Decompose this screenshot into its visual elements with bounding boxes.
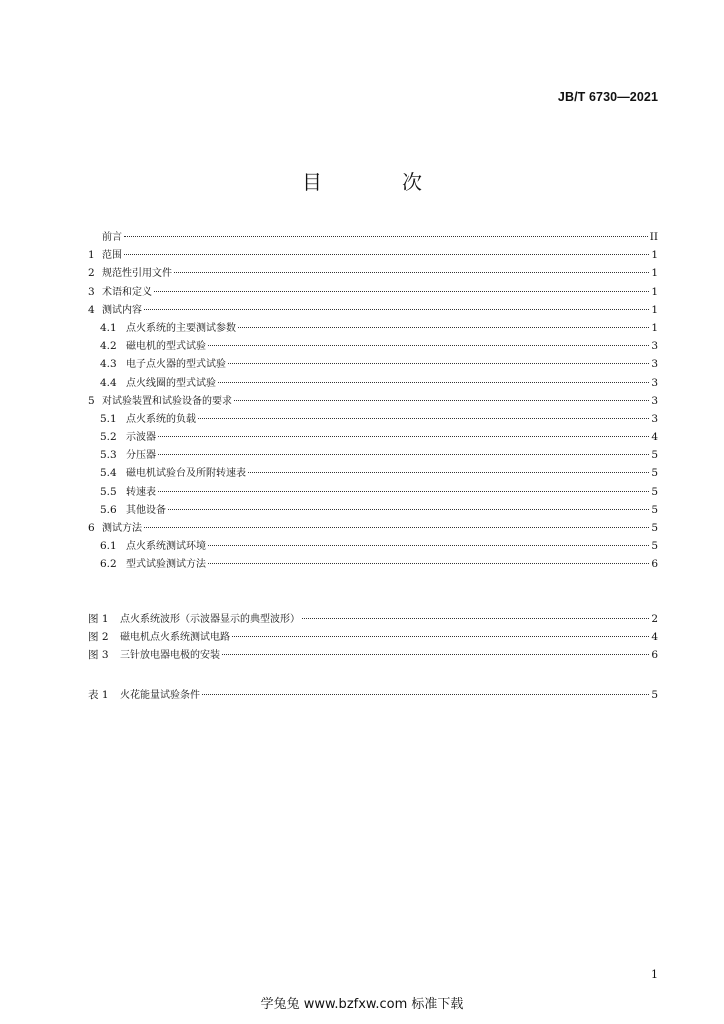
toc-entry-title: 电子点火器的型式试验	[126, 359, 226, 371]
table-entry-title: 火花能量试验条件	[120, 690, 200, 701]
dot-leader	[208, 344, 649, 346]
toc-entry-page: 6	[651, 558, 658, 571]
table-entry[interactable]	[88, 686, 658, 704]
list-of-figures	[88, 610, 658, 665]
toc-entry[interactable]	[88, 446, 658, 464]
toc-entry-number: 5.5	[100, 485, 117, 498]
toc-entry-page: 1	[651, 303, 658, 316]
toc-entry-number: 5.6	[100, 503, 117, 516]
toc-entry-title: 术语和定义	[102, 286, 152, 298]
table-entry-number: 表 1	[88, 689, 109, 701]
dot-leader	[158, 453, 649, 455]
dot-leader	[144, 308, 649, 310]
toc-entry[interactable]	[88, 392, 658, 410]
dot-leader	[198, 417, 649, 419]
dot-leader	[228, 362, 649, 364]
dot-leader	[208, 562, 649, 564]
table-of-contents	[88, 228, 658, 574]
dot-leader	[168, 508, 649, 510]
toc-entry[interactable]	[88, 319, 658, 337]
toc-entry-title: 点火线圈的型式试验	[126, 377, 216, 389]
toc-entry-number: 4.4	[100, 376, 117, 389]
toc-entry[interactable]	[88, 283, 658, 301]
toc-entry-number: 4	[88, 303, 95, 316]
toc-entry[interactable]	[88, 483, 658, 501]
toc-entry-number: 3	[88, 285, 95, 298]
toc-entry-page: 5	[651, 449, 658, 462]
toc-entry[interactable]	[88, 228, 658, 246]
toc-entry-page: II	[649, 231, 658, 243]
figure-entry-number: 图 1	[88, 613, 109, 625]
dot-leader	[218, 381, 649, 383]
toc-entry-title: 磁电机的型式试验	[126, 341, 206, 353]
dot-leader	[158, 490, 649, 492]
toc-entry-page: 3	[651, 376, 658, 389]
toc-entry-page: 4	[651, 431, 658, 444]
toc-entry-number: 5.2	[100, 431, 117, 444]
dot-leader	[158, 435, 649, 437]
toc-entry-number: 4.3	[100, 358, 117, 371]
toc-entry-page: 3	[651, 412, 658, 425]
figure-entry-page: 4	[651, 631, 658, 644]
toc-entry[interactable]	[88, 428, 658, 446]
toc-entry-title: 对试验装置和试验设备的要求	[102, 395, 232, 407]
toc-entry-number: 4.2	[100, 340, 117, 353]
toc-entry-page: 1	[651, 267, 658, 280]
dot-leader	[238, 326, 649, 328]
dot-leader	[208, 544, 649, 546]
dot-leader	[174, 271, 649, 273]
dot-leader	[202, 693, 649, 695]
toc-entry-page: 5	[651, 522, 658, 534]
standard-code: JB/T 6730—2021	[557, 90, 658, 104]
dot-leader	[248, 471, 649, 473]
toc-entry-number: 6.2	[100, 558, 117, 571]
dot-leader	[144, 526, 649, 528]
table-entry-page: 5	[651, 689, 658, 701]
toc-entry-title: 范围	[102, 250, 122, 262]
toc-entry-title: 规范性引用文件	[102, 268, 172, 280]
toc-entry[interactable]	[88, 537, 658, 555]
toc-entry-title: 前言	[102, 232, 122, 243]
toc-entry-title: 磁电机试验台及所附转速表	[126, 468, 246, 480]
toc-entry-title: 点火系统的负载	[126, 413, 196, 425]
toc-entry[interactable]	[88, 301, 658, 319]
page-number: 1	[651, 968, 658, 981]
dot-leader	[154, 290, 649, 292]
toc-entry[interactable]	[88, 337, 658, 355]
toc-entry-title: 点火系统测试环境	[126, 541, 206, 553]
page-title: 目 次	[302, 170, 452, 194]
figure-entry-page: 6	[651, 649, 658, 662]
toc-entry[interactable]	[88, 355, 658, 373]
toc-entry-page: 1	[651, 285, 658, 298]
footer-watermark: 学兔兔 www.bzfxw.com 标准下载	[260, 997, 464, 1012]
toc-entry[interactable]	[88, 519, 658, 537]
toc-entry-page: 3	[651, 394, 658, 407]
figure-entry-number: 图 2	[88, 631, 109, 644]
toc-entry[interactable]	[88, 374, 658, 392]
toc-entry-title: 分压器	[126, 450, 156, 462]
figure-entry-title: 点火系统波形（示波器显示的典型波形）	[120, 614, 300, 625]
dot-leader	[222, 653, 649, 655]
figure-entry-title: 三针放电器电极的安装	[120, 650, 220, 662]
toc-entry-number: 1	[88, 249, 95, 262]
dot-leader	[124, 253, 649, 255]
toc-entry[interactable]	[88, 410, 658, 428]
toc-entry-page: 5	[651, 485, 658, 498]
toc-entry-title: 示波器	[126, 432, 156, 444]
toc-entry-number: 6.1	[100, 540, 117, 553]
toc-entry[interactable]	[88, 555, 658, 573]
toc-entry[interactable]	[88, 264, 658, 282]
toc-entry-number: 5.4	[100, 467, 117, 480]
toc-entry[interactable]	[88, 501, 658, 519]
toc-entry-page: 1	[651, 321, 658, 334]
toc-entry-number: 6	[88, 522, 95, 534]
toc-entry-number: 5.1	[100, 412, 117, 425]
list-of-tables	[88, 686, 658, 704]
toc-entry[interactable]	[88, 464, 658, 482]
figure-entry[interactable]	[88, 646, 658, 664]
toc-entry-number: 2	[88, 267, 95, 280]
figure-entry-title: 磁电机点火系统测试电路	[120, 632, 230, 644]
toc-entry-title: 测试内容	[102, 304, 142, 316]
toc-entry-title: 型式试验测试方法	[126, 559, 206, 571]
figure-entry[interactable]	[88, 628, 658, 646]
dot-leader	[124, 235, 648, 237]
toc-entry-title: 测试方法	[102, 523, 142, 534]
toc-entry-title: 点火系统的主要测试参数	[126, 322, 236, 334]
toc-entry-title: 转速表	[126, 486, 156, 498]
toc-entry-number: 5	[88, 394, 95, 407]
dot-leader	[232, 635, 649, 637]
toc-entry-page: 3	[651, 358, 658, 371]
dot-leader	[302, 617, 649, 619]
toc-entry-page: 5	[651, 540, 658, 553]
toc-entry-number: 5.3	[100, 449, 117, 462]
toc-entry-page: 5	[651, 467, 658, 480]
figure-entry[interactable]	[88, 610, 658, 628]
figure-entry-page: 2	[651, 613, 658, 625]
dot-leader	[234, 399, 649, 401]
toc-entry-page: 5	[651, 503, 658, 516]
toc-entry-page: 3	[651, 340, 658, 353]
toc-entry[interactable]	[88, 246, 658, 264]
figure-entry-number: 图 3	[88, 649, 109, 662]
toc-entry-title: 其他设备	[126, 504, 166, 516]
toc-entry-page: 1	[651, 249, 658, 262]
toc-entry-number: 4.1	[100, 321, 117, 334]
